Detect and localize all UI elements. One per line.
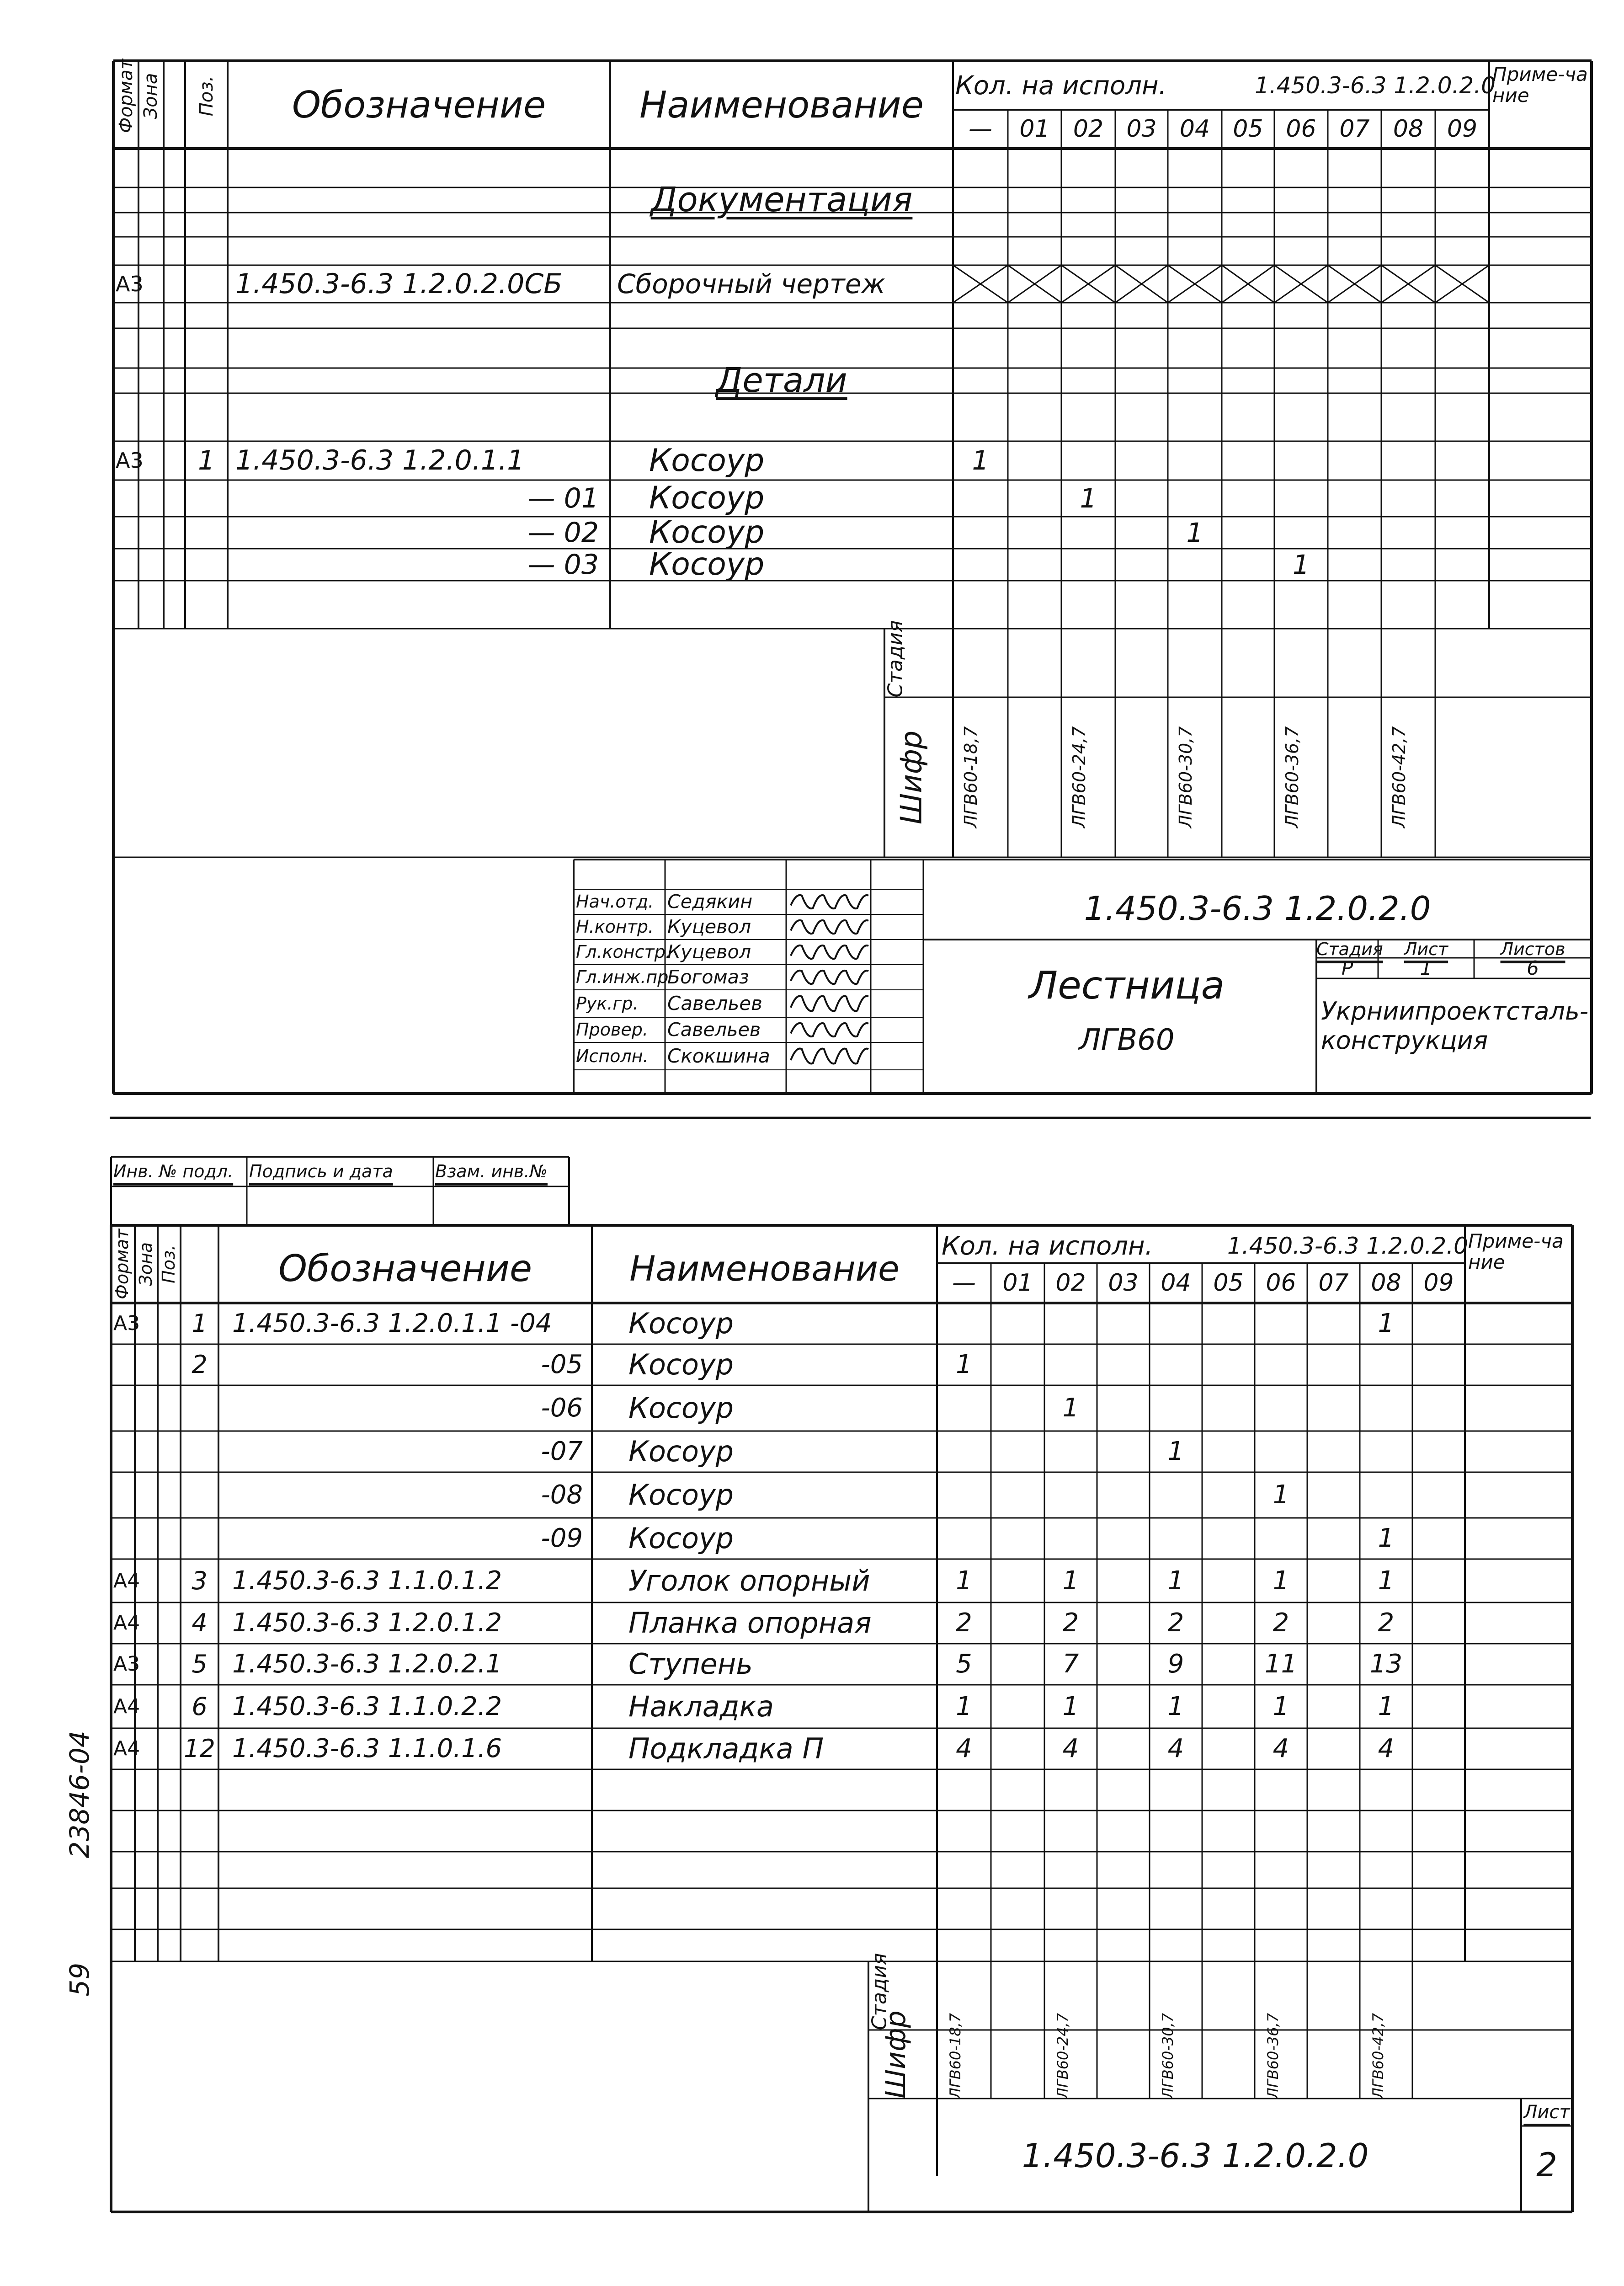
signature-mark	[791, 1023, 868, 1036]
variant-header: 04	[1161, 1269, 1191, 1297]
header-name: Наименование	[629, 1248, 900, 1289]
signature-name: Савельев	[667, 1019, 761, 1041]
organization: Укрниипроектсталь-конструкция	[1321, 997, 1589, 1055]
variant-code: ЛГВ60-30,7	[1159, 2013, 1177, 2099]
sheets-value: 6	[1527, 957, 1539, 979]
row-pos: 6	[192, 1692, 208, 1721]
variant-code: ЛГВ60-24,7	[1054, 2013, 1071, 2099]
header-doc-code: 1.450.3-6.3 1.2.0.2.0	[1227, 1233, 1468, 1259]
row-qty: 7	[1062, 1649, 1079, 1679]
signature-role: Исполн.	[576, 1046, 649, 1066]
row-name: Косоур	[649, 480, 765, 516]
stage-label: Стадия	[884, 620, 907, 697]
signature-name: Седякин	[667, 891, 753, 913]
signature-role: Гл.инж.пр	[576, 967, 669, 987]
row-pos: 3	[192, 1566, 208, 1595]
header-pos: Поз.	[159, 1244, 179, 1284]
signature-role: Гл.констр.	[576, 942, 671, 962]
side-number: 23846-04	[64, 1731, 96, 1859]
row-name: Косоур	[628, 1522, 734, 1555]
variant-header: 03	[1108, 1269, 1139, 1297]
row-designation: -09	[541, 1523, 583, 1553]
row-qty: 1	[1293, 549, 1310, 580]
title-code: 1.450.3-6.3 1.2.0.2.0	[1084, 889, 1431, 928]
title-name: Лестница	[1028, 963, 1225, 1008]
variant-code: ЛГВ60-30,7	[1176, 726, 1196, 828]
row-format: А4	[113, 1695, 140, 1718]
row-name: Накладка	[628, 1690, 774, 1723]
row-designation: -06	[541, 1393, 583, 1423]
signature-name: Богомаз	[667, 966, 749, 988]
row-qty: 1	[956, 1566, 972, 1596]
side-page: 59	[64, 1963, 96, 1997]
row-designation: 1.450.3-6.3 1.1.0.1.6	[232, 1734, 502, 1763]
signature-name: Скокшина	[667, 1045, 770, 1067]
variant-header: 03	[1126, 115, 1157, 143]
header-pos: Поз.	[196, 75, 217, 117]
row-qty: 2	[956, 1608, 972, 1638]
variant-header: 02	[1073, 115, 1104, 143]
row-qty: 1	[1378, 1566, 1395, 1596]
row-qty: 1	[1062, 1566, 1079, 1596]
row-name: Косоур	[649, 514, 765, 550]
header-name: Наименование	[639, 84, 924, 126]
variant-header: 07	[1339, 115, 1370, 143]
row-designation: 1.450.3-6.3 1.2.0.2.0СБ	[235, 268, 563, 300]
row-qty: 1	[1167, 1692, 1184, 1721]
row-name: Косоур	[628, 1348, 734, 1381]
row-qty: 4	[1273, 1734, 1289, 1763]
row-designation: 1.450.3-6.3 1.2.0.2.1	[232, 1649, 502, 1679]
row-designation: -08	[541, 1480, 583, 1510]
stage-header: Стадия	[1316, 939, 1383, 959]
row-name: Косоур	[628, 1391, 734, 1425]
row-format: А4	[113, 1569, 140, 1592]
header-designation: Обозначение	[292, 84, 546, 126]
row-designation: 1.450.3-6.3 1.2.0.1.1 -04	[232, 1309, 552, 1338]
header-qty: Кол. на исполн.	[955, 71, 1167, 101]
row-name: Сборочный чертеж	[617, 268, 885, 299]
row-pos: 1	[198, 445, 215, 476]
row-qty: 1	[1167, 1437, 1184, 1466]
header-doc-code: 1.450.3-6.3 1.2.0.2.0	[1255, 72, 1496, 99]
variant-header: 06	[1286, 115, 1316, 143]
row-name: Ступень	[628, 1647, 753, 1681]
variant-header: 07	[1318, 1269, 1349, 1297]
row-name: Косоур	[649, 443, 765, 479]
variant-header: 05	[1233, 115, 1263, 143]
stamp-sign-date: Подпись и дата	[249, 1161, 393, 1181]
row-pos: 2	[192, 1350, 208, 1379]
row-format: А4	[113, 1737, 140, 1760]
row-qty: 5	[956, 1649, 972, 1679]
row-designation: 1.450.3-6.3 1.1.0.2.2	[232, 1692, 502, 1721]
variant-header: 01	[1019, 115, 1050, 143]
row-qty: 1	[1062, 1692, 1079, 1721]
sheet-value: 2	[1536, 2146, 1557, 2184]
row-qty: 1	[1062, 1393, 1079, 1423]
row-qty: 1	[1378, 1523, 1395, 1553]
row-qty: 1	[972, 445, 989, 476]
variant-header: 02	[1055, 1269, 1086, 1297]
row-qty: 1	[956, 1350, 972, 1379]
row-qty: 4	[956, 1734, 972, 1763]
row-pos: 12	[184, 1734, 215, 1763]
stamp-inv: Инв. № подл.	[113, 1161, 234, 1181]
header-designation: Обозначение	[278, 1247, 532, 1290]
row-name: Косоур	[628, 1478, 734, 1512]
row-designation: 1.450.3-6.3 1.1.0.1.2	[232, 1566, 502, 1596]
row-qty: 1	[1378, 1309, 1395, 1338]
variant-code: ЛГВ60-18,7	[946, 2013, 964, 2099]
row-designation: 1.450.3-6.3 1.2.0.1.1	[235, 444, 525, 476]
row-designation: — 02	[527, 517, 599, 549]
row-pos: 1	[192, 1309, 208, 1338]
row-designation: — 01	[527, 482, 599, 514]
row-qty: 2	[1378, 1608, 1395, 1638]
signature-role: Рук.гр.	[576, 993, 639, 1014]
row-pos: 5	[192, 1650, 208, 1678]
row-name: Детали	[716, 361, 847, 400]
signature-role: Нач.отд.	[576, 892, 654, 912]
variant-header: 09	[1447, 115, 1478, 143]
header-zone: Зона	[140, 73, 161, 119]
variant-header: 08	[1393, 115, 1424, 143]
signature-mark	[791, 1048, 868, 1063]
row-qty: 2	[1273, 1608, 1289, 1638]
row-qty: 4	[1378, 1734, 1395, 1763]
sheet-header: Лист	[1404, 939, 1448, 959]
row-name: Косоур	[628, 1435, 734, 1468]
sheet-header: Лист	[1523, 2102, 1570, 2123]
row-designation: -07	[541, 1437, 583, 1466]
row-designation: 1.450.3-6.3 1.2.0.1.2	[232, 1608, 502, 1638]
variant-header: 06	[1266, 1269, 1296, 1297]
header-note: Приме-чание	[1468, 1230, 1564, 1273]
variant-header: 08	[1371, 1269, 1401, 1297]
variant-code: ЛГВ60-24,7	[1069, 726, 1090, 828]
signature-name: Куцевол	[667, 941, 751, 963]
signature-name: Савельев	[667, 992, 762, 1015]
variant-header: —	[952, 1269, 976, 1297]
variant-header: 09	[1423, 1269, 1454, 1297]
variant-code: ЛГВ60-36,7	[1282, 726, 1303, 828]
row-qty: 9	[1167, 1649, 1184, 1679]
row-designation: -05	[541, 1350, 583, 1379]
code-label: Шифр	[895, 730, 929, 824]
header-qty: Кол. на исполн.	[942, 1231, 1153, 1261]
stamp-replace: Взам. инв.№	[435, 1161, 548, 1181]
variant-code: ЛГВ60-36,7	[1264, 2013, 1282, 2099]
row-name: Косоур	[628, 1307, 734, 1340]
row-format: А3	[116, 272, 144, 296]
sheet-value: 1	[1420, 957, 1432, 979]
signature-mark	[791, 945, 868, 959]
row-qty: 1	[1378, 1692, 1395, 1721]
row-designation: — 03	[527, 549, 599, 581]
row-qty: 1	[1273, 1480, 1289, 1510]
row-qty: 4	[1167, 1734, 1184, 1763]
row-format: А3	[116, 448, 144, 473]
signature-mark	[791, 971, 868, 984]
row-format: А3	[113, 1652, 140, 1676]
row-pos: 4	[192, 1608, 208, 1637]
row-qty: 1	[1080, 483, 1097, 514]
signature-mark	[791, 996, 868, 1011]
row-name: Уголок опорный	[628, 1564, 870, 1597]
row-qty: 11	[1264, 1649, 1298, 1679]
row-qty: 13	[1369, 1649, 1403, 1679]
row-format: А4	[113, 1611, 140, 1634]
header-format: Формат	[112, 1228, 133, 1300]
row-qty: 4	[1062, 1734, 1079, 1763]
row-qty: 1	[1273, 1692, 1289, 1721]
row-qty: 1	[1273, 1566, 1289, 1596]
signature-role: Провер.	[576, 1020, 648, 1040]
variant-header: 04	[1179, 115, 1210, 143]
title-code: 1.450.3-6.3 1.2.0.2.0	[1022, 2136, 1369, 2175]
stage-label: Стадия	[868, 1953, 891, 2030]
row-name: Подкладка П	[628, 1732, 824, 1765]
code-label: Шифр	[880, 2010, 912, 2099]
header-zone: Зона	[136, 1242, 156, 1286]
row-name: Документация	[650, 180, 913, 219]
signature-role: Н.контр.	[576, 917, 654, 937]
signature-mark	[791, 895, 868, 908]
header-format: Формат	[116, 59, 137, 134]
variant-header: 01	[1002, 1269, 1033, 1297]
header-note: Приме-чание	[1492, 63, 1588, 107]
signature-name: Куцевол	[667, 916, 751, 938]
variant-code: ЛГВ60-18,7	[961, 726, 981, 828]
variant-code: ЛГВ60-42,7	[1389, 726, 1410, 828]
stage-value: Р	[1341, 957, 1353, 979]
row-format: А3	[113, 1312, 140, 1335]
row-qty: 1	[956, 1692, 972, 1721]
title-name-sub: ЛГВ60	[1079, 1023, 1175, 1057]
row-qty: 2	[1062, 1608, 1079, 1638]
row-qty: 1	[1186, 517, 1203, 548]
variant-header: 05	[1213, 1269, 1244, 1297]
row-name: Косоур	[649, 546, 765, 582]
row-qty: 2	[1167, 1608, 1184, 1638]
sheets-header: Листов	[1500, 939, 1565, 959]
row-qty: 1	[1167, 1566, 1184, 1596]
row-name: Планка опорная	[628, 1606, 872, 1640]
variant-code: ЛГВ60-42,7	[1369, 2013, 1387, 2099]
signature-mark	[791, 920, 868, 934]
variant-header: —	[969, 115, 992, 143]
